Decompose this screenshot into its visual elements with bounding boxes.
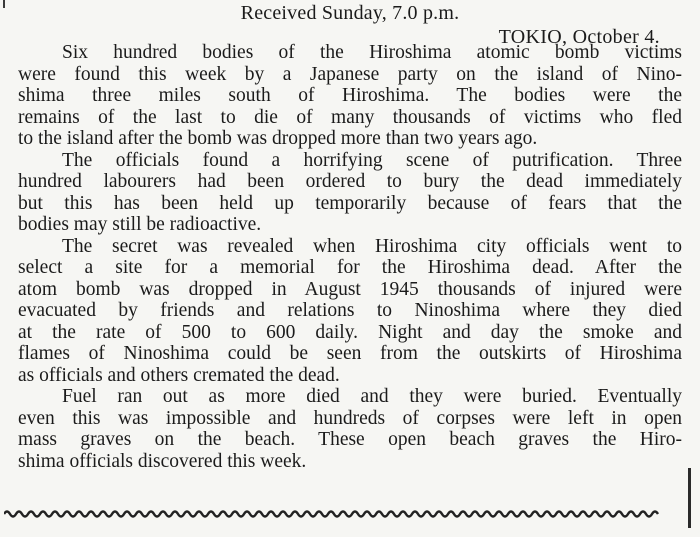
paragraph-3 [18, 236, 682, 387]
article-line: to the island after the bomb was dropped more than two years ago. [18, 128, 538, 149]
article-line: hundred labourers had been ordered to bury the dead immediately [18, 171, 682, 192]
article-line: Six hundred bodies of the Hiroshima atomic bomb victims [62, 42, 682, 63]
article-line: shima officials discovered this week. [18, 450, 307, 472]
article-line: but this has been held up temporarily because of fears that the [18, 192, 682, 214]
article-line: as officials and others cremated the dead. [18, 364, 340, 386]
article-body [18, 42, 682, 472]
article-line: flames of Ninoshima could be seen from the outskirts of Hiroshima [18, 343, 682, 364]
article-line: Fuel ran out as more died and they were buried. Eventually [62, 386, 682, 407]
received-dateline: Received Sunday, 7.0 p.m. [240, 2, 460, 24]
place-dateline: TOKIO, October 4. [498, 26, 660, 48]
article-line: at the rate of 500 to 600 daily. Night and day the smoke and [18, 321, 682, 343]
article-line: bodies may still be radioactive. [18, 214, 262, 235]
paragraph-4 [18, 386, 682, 472]
edge-mark [688, 468, 691, 528]
paragraph-2 [18, 150, 682, 236]
article-line: evacuated by friends and relations to Ninoshima where they died [18, 300, 682, 321]
article-line: were found this week by a Japanese party on the island of Nino- [18, 63, 682, 85]
article-line: atom bomb was dropped in August 1945 thousands of injured were [18, 278, 682, 300]
article-line: shima three miles south of Hiroshima. The bodies were the [18, 85, 682, 106]
article-line: mass graves on the beach. These open beach graves the Hiro- [18, 429, 682, 450]
paragraph-1 [18, 42, 682, 150]
wavy-divider-rule [4, 508, 660, 520]
article-line: remains of the last to die of many thousands of victims who fled [18, 106, 682, 128]
article-line: even this was impossible and hundreds of corpses were left in open [18, 407, 682, 429]
article-line: select a site for a memorial for the Hiroshima dead. After the [18, 257, 682, 278]
article-line: The officials found a horrifying scene of putrification. Three [62, 149, 682, 171]
article-line: The secret was revealed when Hiroshima city officials went to [62, 235, 682, 257]
